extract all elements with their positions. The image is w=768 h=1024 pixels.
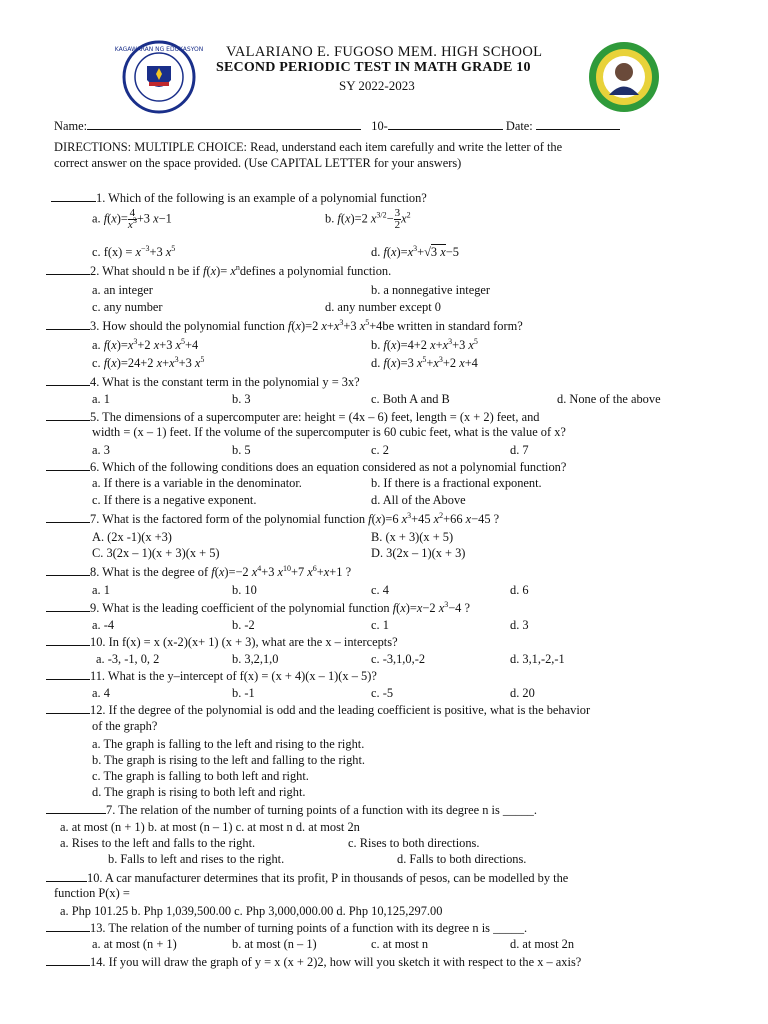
choice: c. $f(x) = x^{-3}+3$ $x^5$ [92, 244, 176, 259]
choice: d. 6 [510, 583, 529, 597]
question-text-end: ? [461, 601, 470, 615]
question-text: 14. If you will draw the graph of y = x (x + 2)2, how will you sketch it with respect to the x – axis? [90, 955, 582, 969]
choice: a. If there is a variable in the denominator. [92, 476, 302, 490]
section-label: 10- [371, 119, 388, 133]
answer-blank[interactable] [46, 802, 106, 814]
question-text: 9. What is the leading coefficient of the polynomial function [90, 601, 393, 615]
exam-title: SECOND PERIODIC TEST IN MATH GRADE 10 [216, 60, 531, 75]
choice: b. -1 [232, 686, 255, 700]
choice: d. Falls to both directions. [397, 852, 527, 866]
question-text-end: be written in standard form? [382, 319, 523, 333]
question-text-end: ? [490, 512, 500, 526]
choice: c. The graph is falling to both left and right. [92, 769, 309, 783]
question-text-end: ? [342, 565, 352, 579]
answer-blank[interactable] [46, 374, 90, 386]
choice: d. 7 [510, 443, 529, 457]
question-text: 5. The dimensions of a supercomputer are: height = (4x – 6) feet, length = (x + 2) feet, and [90, 410, 540, 424]
answer-blank[interactable] [46, 409, 90, 421]
choice-row: a. at most (n + 1) b. at most (n – 1) c. at most n d. at most 2n [60, 820, 360, 834]
choice: c. -3,1,0,-2 [371, 652, 426, 666]
question-text: of the graph? [92, 719, 158, 733]
choice: b. Falls to left and rises to the right. [108, 852, 285, 866]
answer-blank[interactable] [46, 668, 90, 680]
date-label: Date: [505, 119, 533, 133]
choice: c. Rises to both directions. [348, 836, 480, 850]
choice: d. at most 2n [510, 937, 575, 951]
answer-blank[interactable] [46, 702, 90, 714]
choice: D. 3(2x – 1)(x + 3) [371, 546, 466, 560]
choice: a. -3, -1, 0, 2 [96, 652, 160, 666]
choice: b. 3 [232, 392, 251, 406]
choice: b. f(x)=4+2 $x+x^3+3$ $x^5$ [371, 337, 478, 352]
choice: d. The graph is rising to both left and right. [92, 785, 306, 799]
choice: d. $f(x)=x^3+√3$ x−5 [371, 244, 459, 259]
choice: a. 1 [92, 392, 110, 406]
choice: C. 3(2x – 1)(x + 3)(x + 5) [92, 546, 220, 560]
answer-blank[interactable] [46, 600, 90, 612]
answer-blank[interactable] [46, 954, 90, 966]
choice: d. f(x)=3 $x^5+x^3+2$ x+4 [371, 355, 478, 370]
answer-blank[interactable] [46, 870, 87, 882]
name-field[interactable] [87, 118, 361, 130]
question-text: 13. The relation of the number of turning points of a function with its degree n is _____. [90, 921, 528, 935]
choice: a. $f(x)=x^3+2$ x+3 $x^5+4$ [92, 337, 199, 352]
choice: a. 1 [92, 583, 110, 597]
choice: d. 3,1,-2,-1 [510, 652, 565, 666]
question-text: 10. In f(x) = x (x-2)(x+ 1) (x + 3), what are the x – intercepts? [90, 635, 398, 649]
question-text: 1. Which of the following is an example of a polynomial function? [96, 191, 427, 205]
choice-row: a. Php 101.25 b. Php 1,039,500.00 c. Php 3,000,000.00 d. Php 10,125,297.00 [60, 904, 443, 918]
question-text: width = (x – 1) feet. If the volume of the supercomputer is 60 cubic feet, what is the value of x? [92, 425, 566, 439]
answer-blank[interactable] [46, 318, 90, 330]
student-info-line [54, 118, 620, 133]
choice: d. None of the above [557, 392, 661, 406]
school-year: SY 2022-2023 [339, 78, 415, 93]
question-text: 7. The relation of the number of turning points of a function with its degree n is _____. [106, 803, 537, 817]
choice: a. 3 [92, 443, 110, 457]
choice: d. 3 [510, 618, 529, 632]
answer-blank[interactable] [46, 920, 90, 932]
school-logo [587, 40, 661, 114]
choice: b. at most (n – 1) [232, 937, 317, 951]
choice: b. If there is a fractional exponent. [371, 476, 542, 490]
answer-blank[interactable] [51, 190, 96, 202]
choice: c. f(x)=24+2 $x+x^3+3$ $x^5$ [92, 355, 205, 370]
question-text: function P(x) = [54, 886, 130, 900]
deped-seal-logo [114, 40, 204, 114]
choice: a. Rises to the left and falls to the right. [60, 836, 256, 850]
question-text: 10. A car manufacturer determines that its profit, P in thousands of pesos, can be modelled by the [87, 871, 569, 885]
answer-blank[interactable] [46, 459, 90, 471]
choice: b. -2 [232, 618, 255, 632]
date-field[interactable] [536, 118, 620, 130]
answer-blank[interactable] [46, 263, 90, 275]
choice: a. at most (n + 1) [92, 937, 177, 951]
directions-line-2: correct answer on the space provided. (Use CAPITAL LETTER for your answers) [54, 156, 462, 170]
question-text: 8. What is the degree of [90, 565, 212, 579]
section-field[interactable] [388, 118, 503, 130]
choice: b. The graph is rising to the left and falling to the right. [92, 753, 365, 767]
choice: b. f(x)=2 $x^{3/2}-$ $\frac{3}{2}$ $x^2$ [325, 207, 411, 231]
choice: d. 20 [510, 686, 535, 700]
question-text: 3. How should the polynomial function [90, 319, 288, 333]
choice: b. a nonnegative integer [371, 283, 491, 297]
question-text: 12. If the degree of the polynomial is odd and the leading coefficient is positive, what is the behavior [90, 703, 591, 717]
question-text: 6. Which of the following conditions does an equation considered as not a polynomial function? [90, 460, 567, 474]
choice: B. (x + 3)(x + 5) [371, 530, 454, 544]
choice: A. (2x -1)(x +3) [92, 530, 172, 544]
choice: a. f(x)= $\frac{4}{x^3}$ +3 x−1 [92, 207, 172, 231]
choice: a. The graph is falling to the left and rising to the right. [92, 737, 365, 751]
question-text: 2. What should n be if [90, 264, 203, 278]
answer-blank[interactable] [46, 634, 90, 646]
choice: d. any number except 0 [325, 300, 441, 314]
choice: a. an integer [92, 283, 153, 297]
question-text: 4. What is the constant term in the polynomial y = 3x? [90, 375, 360, 389]
choice: c. Both A and B [371, 392, 450, 406]
directions-line-1: DIRECTIONS: MULTIPLE CHOICE: Read, understand each item carefully and write the letter of the [54, 140, 563, 154]
answer-blank[interactable] [46, 511, 90, 523]
choice: a. -4 [92, 618, 115, 632]
choice: c. at most n [371, 937, 429, 951]
answer-blank[interactable] [46, 564, 90, 576]
choice: c. 2 [371, 443, 389, 457]
choice: c. If there is a negative exponent. [92, 493, 257, 507]
svg-text:KAGAWARAN NG EDUKASYON: KAGAWARAN NG EDUKASYON [114, 46, 204, 53]
choice: b. 10 [232, 583, 257, 597]
choice: b. 3,2,1,0 [232, 652, 279, 666]
choice: b. 5 [232, 443, 251, 457]
choice: d. All of the Above [371, 493, 466, 507]
school-name: VALARIANO E. FUGOSO MEM. HIGH SCHOOL [226, 44, 543, 60]
question-text: 7. What is the factored form of the polynomial function [90, 512, 369, 526]
choice: c. -5 [371, 686, 394, 700]
name-label: Name: [54, 119, 88, 133]
choice: c. 4 [371, 583, 389, 597]
choice: c. any number [92, 300, 163, 314]
question-text: 11. What is the y–intercept of f(x) = (x + 4)(x – 1)(x – 5)? [90, 669, 377, 683]
choice: a. 4 [92, 686, 110, 700]
question-text-end: defines a polynomial function. [239, 264, 392, 278]
choice: c. 1 [371, 618, 389, 632]
